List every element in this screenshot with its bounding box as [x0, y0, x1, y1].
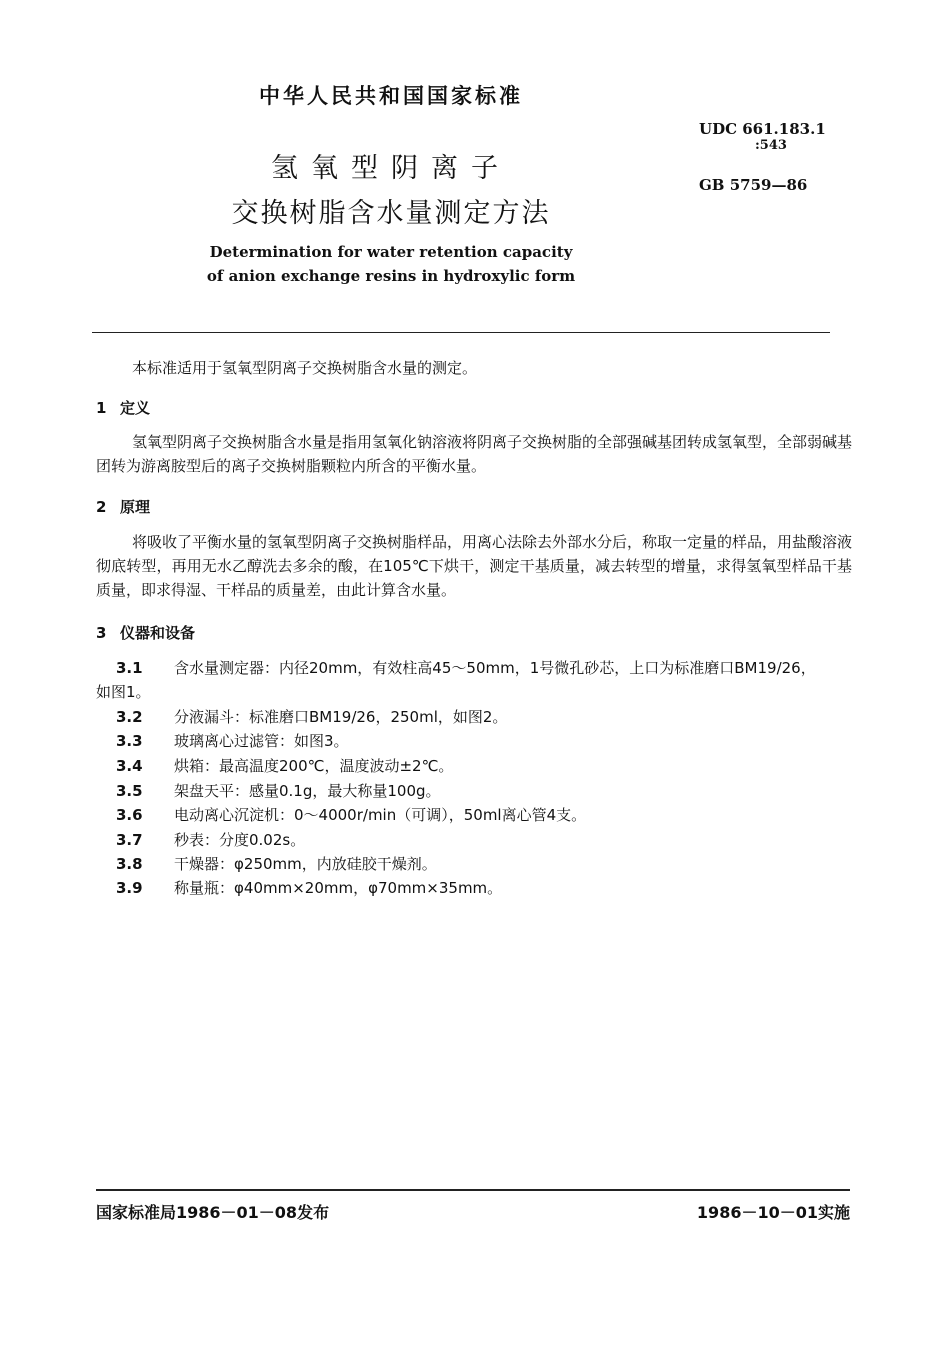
list-item — [96, 729, 852, 753]
list-item — [96, 779, 852, 803]
footer-divider — [96, 1189, 850, 1191]
item-text: 分液漏斗：标准磨口BM19/26，250ml，如图2。 — [174, 708, 508, 726]
item-number: 3.8 — [116, 855, 143, 873]
section-title: 原理 — [120, 498, 151, 516]
item-text: 含水量测定器：内径20mm，有效柱高45～50mm，1号微孔砂芯，上口为标准磨口BM19/26， — [174, 659, 816, 677]
item-number: 3.2 — [116, 708, 143, 726]
section-number: 3 — [96, 624, 107, 642]
section-title: 定义 — [120, 399, 151, 417]
issue-date: 国家标准局1986－01－08发布 — [96, 1203, 330, 1222]
udc-code-suffix: :543 — [755, 138, 787, 153]
title-zh-line2: 交换树脂含水量测定方法 — [231, 198, 551, 229]
list-item — [96, 852, 852, 876]
title-en-line1: Determination for water retention capacity — [209, 243, 573, 261]
section-1-paragraph: 氢氧型阴离子交换树脂含水量是指用氢氧化钠溶液将阴离子交换树脂的全部强碱基团转成氢氧型，全部弱碱基团转为游离胺型后的离子交换树脂颗粒内所含的平衡水量。 — [96, 433, 853, 475]
title-en-line2: of anion exchange resins in hydroxylic form — [206, 267, 576, 285]
item-text: 烘箱：最高温度200℃，温度波动±2℃。 — [174, 757, 454, 775]
list-item — [96, 656, 852, 704]
section-heading-1 — [96, 397, 150, 418]
item-text: 电动离心沉淀机：0～4000r/min（可调），50ml离心管4支。 — [174, 806, 587, 824]
list-item — [96, 754, 852, 778]
udc-code: UDC 661.183.1 — [699, 120, 826, 138]
section-number: 1 — [96, 399, 107, 417]
item-number: 3.1 — [116, 659, 143, 677]
item-text: 玻璃离心过滤管：如图3。 — [174, 732, 349, 750]
header-divider — [92, 332, 830, 333]
item-number: 3.3 — [116, 732, 143, 750]
item-continuation: 如图1。 — [96, 683, 151, 701]
list-item — [96, 803, 852, 827]
item-text: 秒表：分度0.02s。 — [174, 831, 306, 849]
item-number: 3.7 — [116, 831, 143, 849]
item-text: 称量瓶：φ40mm×20mm，φ70mm×35mm。 — [174, 879, 503, 897]
item-text: 干燥器：φ250mm，内放硅胶干燥剂。 — [174, 855, 437, 873]
list-item — [96, 828, 852, 852]
item-number: 3.9 — [116, 879, 143, 897]
item-text: 架盘天平：感量0.1g，最大称量100g。 — [174, 782, 441, 800]
section-heading-2 — [96, 496, 150, 517]
issuing-country-header: 中华人民共和国国家标准 — [259, 84, 523, 108]
item-number: 3.4 — [116, 757, 143, 775]
effective-date: 1986－10－01实施 — [696, 1203, 850, 1222]
intro-paragraph: 本标准适用于氢氧型阴离子交换树脂含水量的测定。 — [132, 359, 478, 377]
section-number: 2 — [96, 498, 107, 516]
list-item — [96, 705, 852, 729]
section-heading-3 — [96, 622, 195, 643]
item-number: 3.6 — [116, 806, 143, 824]
section-title: 仪器和设备 — [120, 624, 196, 642]
list-item — [96, 876, 852, 900]
section-2-paragraph: 将吸收了平衡水量的氢氧型阴离子交换树脂样品，用离心法除去外部水分后，称取一定量的样品，用盐酸溶液彻底转型，再用无水乙醇洗去多余的酸，在105℃下烘干，测定干基质量，减去转型的增量，求得氢氧型样品干基质量，即求得湿、干样品的质量差，由此计算含水量。 — [96, 533, 853, 599]
gb-standard-number: GB 5759—86 — [699, 176, 808, 194]
title-zh-line1: 氢氧型阴离子 — [271, 153, 511, 184]
item-number: 3.5 — [116, 782, 143, 800]
